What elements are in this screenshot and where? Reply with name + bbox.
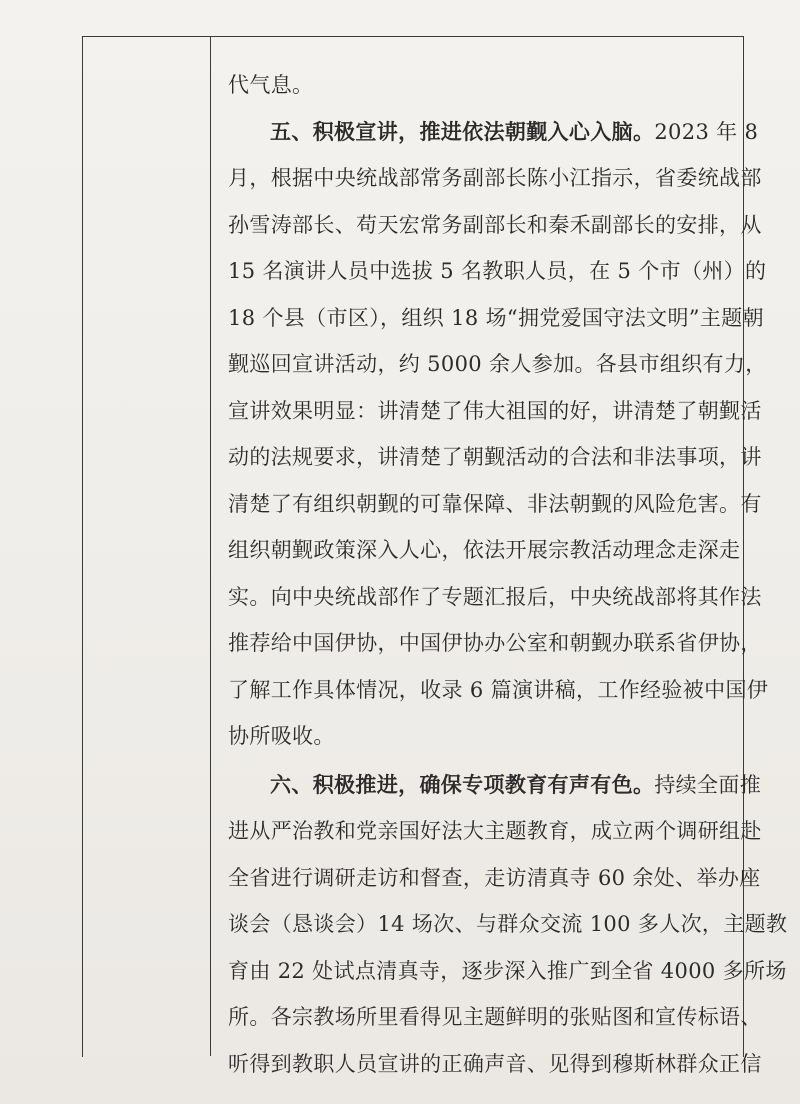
text-line bbox=[228, 948, 787, 995]
text-line bbox=[228, 855, 761, 902]
text-line bbox=[228, 1041, 762, 1088]
line-text: 听得到教职人员宣讲的正确声音、见得到穆斯林群众正信 bbox=[228, 1051, 762, 1076]
line-text: 实。向中央统战部作了专题汇报后，中央统战部将其作法 bbox=[228, 584, 762, 609]
line-text: 15 名演讲人员中选拔 5 名教职人员，在 5 个市（州）的 bbox=[228, 259, 767, 283]
text-line bbox=[228, 434, 762, 481]
line-text: 动的法规要求，讲清楚了朝觐活动的合法和非法事项，讲 bbox=[228, 445, 762, 469]
text-line bbox=[228, 295, 764, 342]
line-text: 清楚了有组织朝觐的可靠保障、非法朝觐的风险危害。有 bbox=[228, 491, 762, 516]
column-divider bbox=[210, 36, 211, 1056]
text-line bbox=[228, 901, 788, 948]
line-text: 进从严治教和党亲国好法大主题教育，成立两个调研组赴 bbox=[228, 819, 762, 843]
text-line bbox=[228, 481, 762, 528]
line-text: 持续全面推 bbox=[654, 772, 762, 797]
text-line bbox=[228, 248, 767, 295]
text-line bbox=[228, 62, 724, 109]
text-line bbox=[228, 667, 769, 714]
text-line bbox=[228, 527, 741, 574]
document-body bbox=[228, 62, 788, 1087]
text-line bbox=[228, 155, 762, 202]
text-line bbox=[228, 574, 762, 621]
line-text: 所。各宗教场所里看得见主题鲜明的张贴图和宣传标语、 bbox=[228, 1005, 762, 1029]
line-text: 育由 22 处试点清真寺，逐步深入推广到全省 4000 多所场 bbox=[228, 958, 787, 983]
line-text: 2023 年 8 bbox=[654, 119, 759, 144]
section-heading: 五、积极宣讲，推进依法朝觐入心入脑。 bbox=[270, 118, 655, 144]
text-line bbox=[228, 994, 762, 1041]
line-text: 觐巡回宣讲活动，约 5000 余人参加。各县市组织有力， bbox=[228, 352, 767, 376]
text-line bbox=[228, 620, 762, 667]
line-text: 18 个县（市区），组织 18 场“拥党爱国守法文明”主题朝 bbox=[228, 305, 764, 330]
line-text: 谈会（恳谈会）14 场次、与群众交流 100 多人次，主题教 bbox=[228, 912, 788, 936]
line-text: 月，根据中央统战部常务副部长陈小江指示，省委统战部 bbox=[228, 166, 762, 190]
line-text: 组织朝觐政策深入人心，依法开展宗教活动理念走深走 bbox=[228, 538, 741, 562]
line-text: 孙雪涛部长、苟天宏常务副部长和秦禾副部长的安排，从 bbox=[228, 212, 762, 237]
text-line bbox=[228, 713, 724, 760]
line-text: 宣讲效果明显：讲清楚了伟大祖国的好，讲清楚了朝觐活 bbox=[228, 398, 762, 423]
text-line bbox=[228, 388, 762, 435]
section-heading-line bbox=[228, 762, 762, 809]
text-line bbox=[228, 808, 762, 855]
line-text: 协所吸收。 bbox=[228, 724, 335, 748]
section-heading-line bbox=[228, 109, 759, 156]
line-text: 推荐给中国伊协，中国伊协办公室和朝觐办联系省伊协， bbox=[228, 631, 762, 655]
section-heading: 六、积极推进，确保专项教育有声有色。 bbox=[270, 771, 655, 797]
line-text: 了解工作具体情况，收录 6 篇演讲稿，工作经验被中国伊 bbox=[228, 677, 769, 702]
line-text: 全省进行调研走访和督查，走访清真寺 60 余处、举办座 bbox=[228, 865, 761, 890]
line-text: 代气息。 bbox=[228, 73, 314, 97]
text-line bbox=[228, 341, 767, 388]
text-line bbox=[228, 202, 762, 249]
